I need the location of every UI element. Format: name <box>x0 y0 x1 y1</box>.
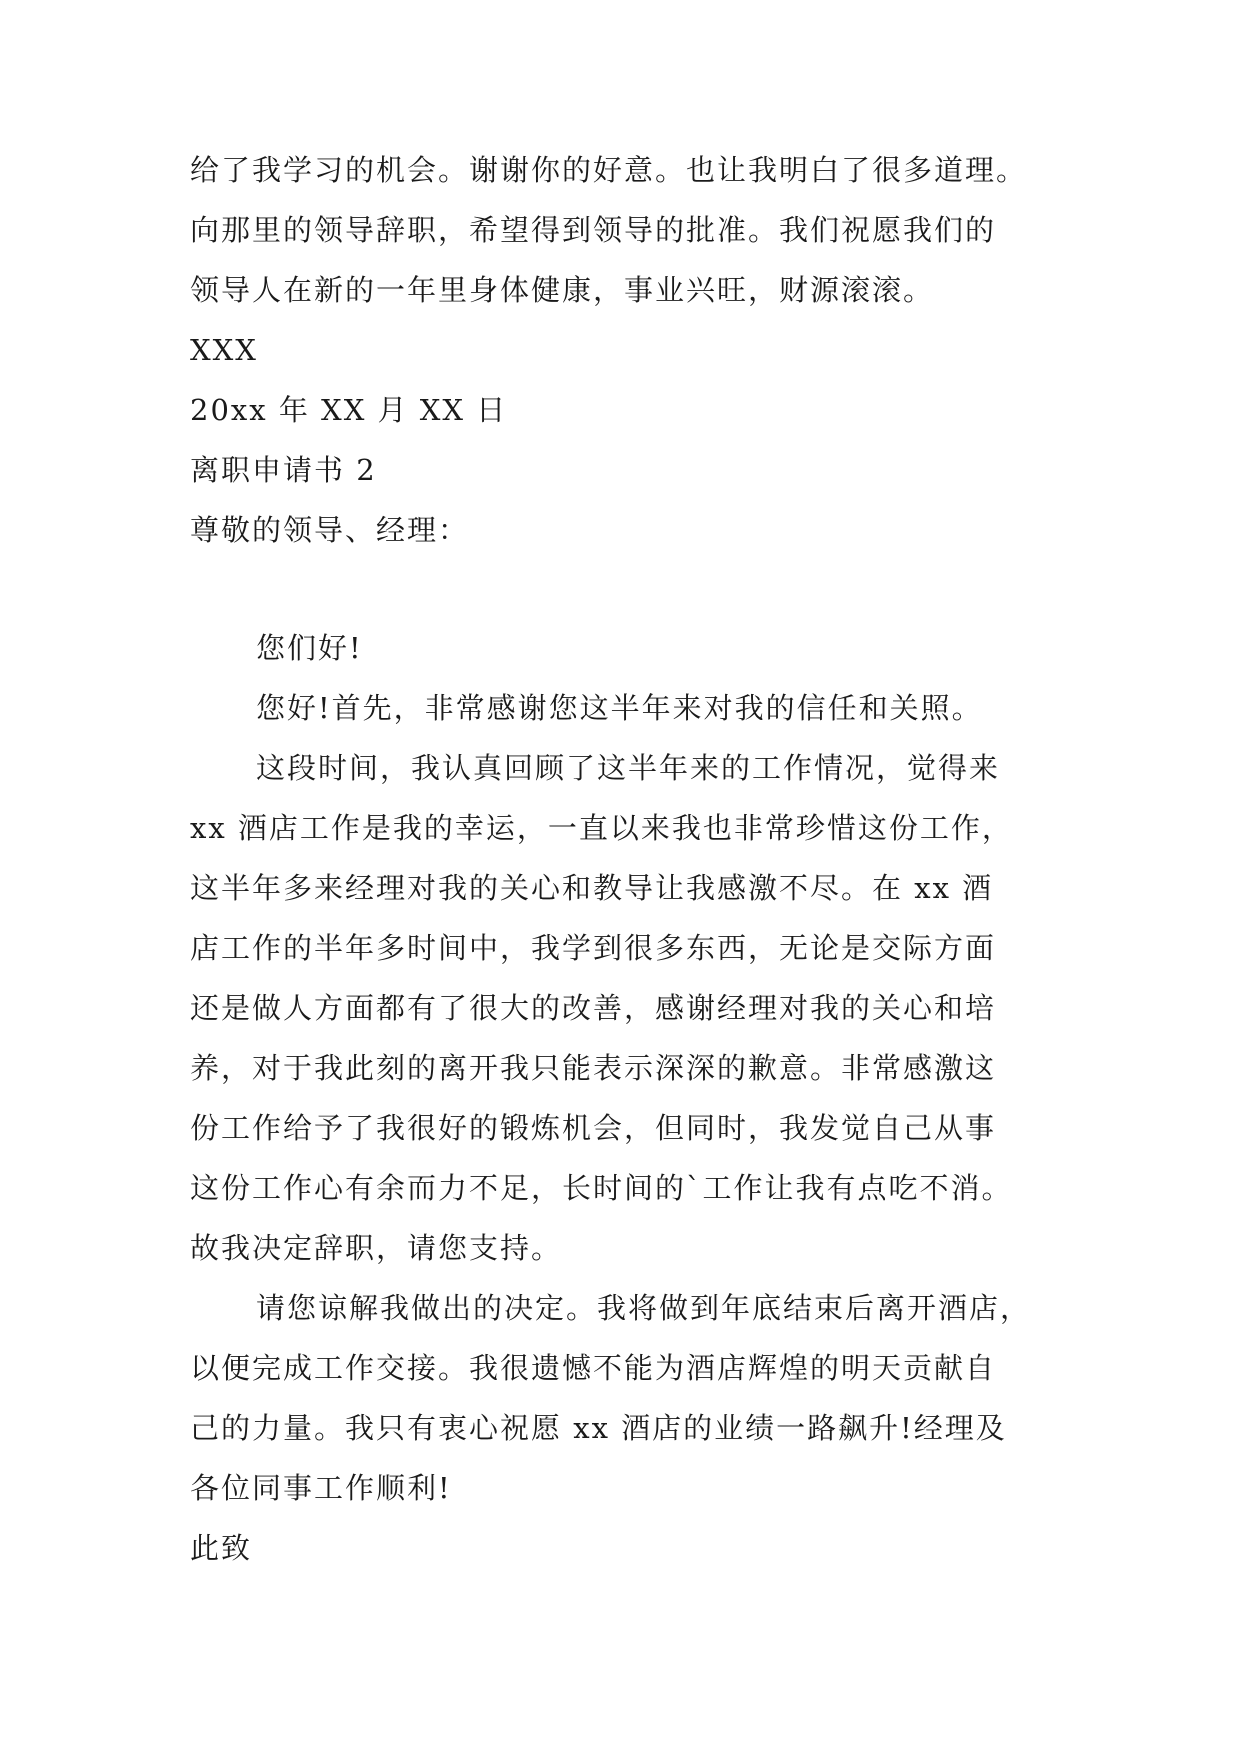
paragraph-line: 养，对于我此刻的离开我只能表示深深的歉意。非常感激这 <box>190 1051 997 1085</box>
section-title: 离职申请书 2 <box>190 453 377 487</box>
paragraph-line: 给了我学习的机会。谢谢你的好意。也让我明白了很多道理。 <box>190 153 1028 187</box>
paragraph-line: 还是做人方面都有了很大的改善，感谢经理对我的关心和培 <box>190 991 997 1025</box>
paragraph-line: 店工作的半年多时间中，我学到很多东西，无论是交际方面 <box>190 931 997 965</box>
greeting: 您们好! <box>256 631 363 665</box>
paragraph-line: 您好!首先，非常感谢您这半年来对我的信任和关照。 <box>256 691 983 725</box>
paragraph-line: 己的力量。我只有衷心祝愿 xx 酒店的业绩一路飙升!经理及 <box>190 1411 1007 1445</box>
paragraph-line: 故我决定辞职，请您支持。 <box>190 1231 563 1265</box>
signature-date: 20xx 年 XX 月 XX 日 <box>190 393 508 427</box>
paragraph-line: 各位同事工作顺利! <box>190 1471 452 1505</box>
paragraph-line: 领导人在新的一年里身体健康，事业兴旺，财源滚滚。 <box>190 273 935 307</box>
paragraph-line: 向那里的领导辞职，希望得到领导的批准。我们祝愿我们的 <box>190 213 997 247</box>
paragraph-line: 请您谅解我做出的决定。我将做到年底结束后离开酒店， <box>256 1291 1032 1325</box>
paragraph-line: 份工作给予了我很好的锻炼机会，但同时，我发觉自己从事 <box>190 1111 997 1145</box>
signature-name: XXX <box>190 333 258 367</box>
salutation: 尊敬的领导、经理： <box>190 513 470 547</box>
paragraph-line: 以便完成工作交接。我很遗憾不能为酒店辉煌的明天贡献自 <box>190 1351 997 1385</box>
closing: 此致 <box>190 1531 253 1565</box>
paragraph-line: 这份工作心有余而力不足，长时间的`工作让我有点吃不消。 <box>190 1171 1013 1205</box>
paragraph-line: 这段时间，我认真回顾了这半年来的工作情况，觉得来 <box>256 751 1001 785</box>
paragraph-line: 这半年多来经理对我的关心和教导让我感激不尽。在 xx 酒 <box>190 871 994 905</box>
paragraph-line: xx 酒店工作是我的幸运，一直以来我也非常珍惜这份工作， <box>190 811 1013 845</box>
